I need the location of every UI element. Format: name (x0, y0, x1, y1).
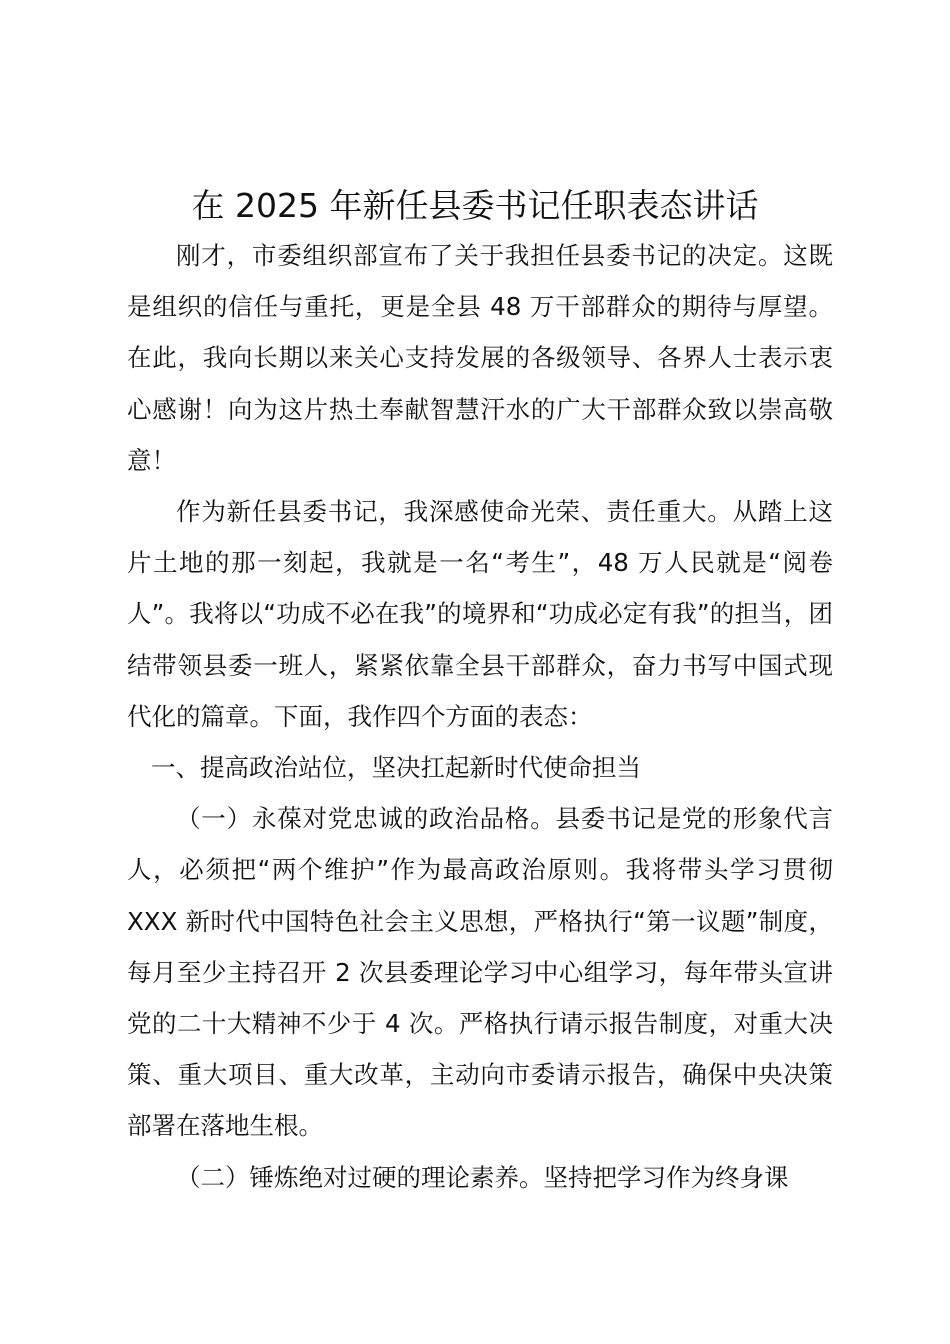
paragraph-loyalty: （一）永葆对党忠诚的政治品格。县委书记是党的形象代言人，必须把“两个维护”作为最高政治原则。我将带头学习贯彻 XXX 新时代中国特色社会主义思想，严格执行“第一议题”制度，每月至少主持召开 2 次县委理论学习中心组学习，每年带头宣讲党的二十大精神不少于 4 次。严格执行请示报告制度，对重大决策、重大项目、重大改革，主动向市委请示报告，确保中央决策部署在落地生根。 (127, 804, 833, 1141)
document-title: 在 2025 年新任县委书记任职表态讲话 (191, 186, 759, 225)
paragraph-commitment: 作为新任县委书记，我深感使命光荣、责任重大。从踏上这片土地的那一刻起，我就是一名“考生”，48 万人民就是“阅卷人”。我将以“功成不必在我”的境界和“功成必定有我”的担当，团结带领县委一班人，紧紧依靠全县干部群众，奋力书写中国式现代化的篇章。下面，我作四个方面的表态： (127, 497, 833, 731)
paragraph-intro: 刚才，市委组织部宣布了关于我担任县委书记的决定。这既是组织的信任与重托，更是全县 48 万干部群众的期待与厚望。在此，我向长期以来关心支持发展的各级领导、各界人士表示衷心感谢！向为这片热土奉献智慧汗水的广大干部群众致以崇高敬意！ (127, 241, 833, 475)
paragraph-theory: （二）锤炼绝对过硬的理论素养。坚持把学习作为终身课 (176, 1162, 789, 1192)
section-heading-1: 一、提高政治站位，坚决扛起新时代使命担当 (151, 753, 641, 783)
document-body (127, 230, 833, 1203)
